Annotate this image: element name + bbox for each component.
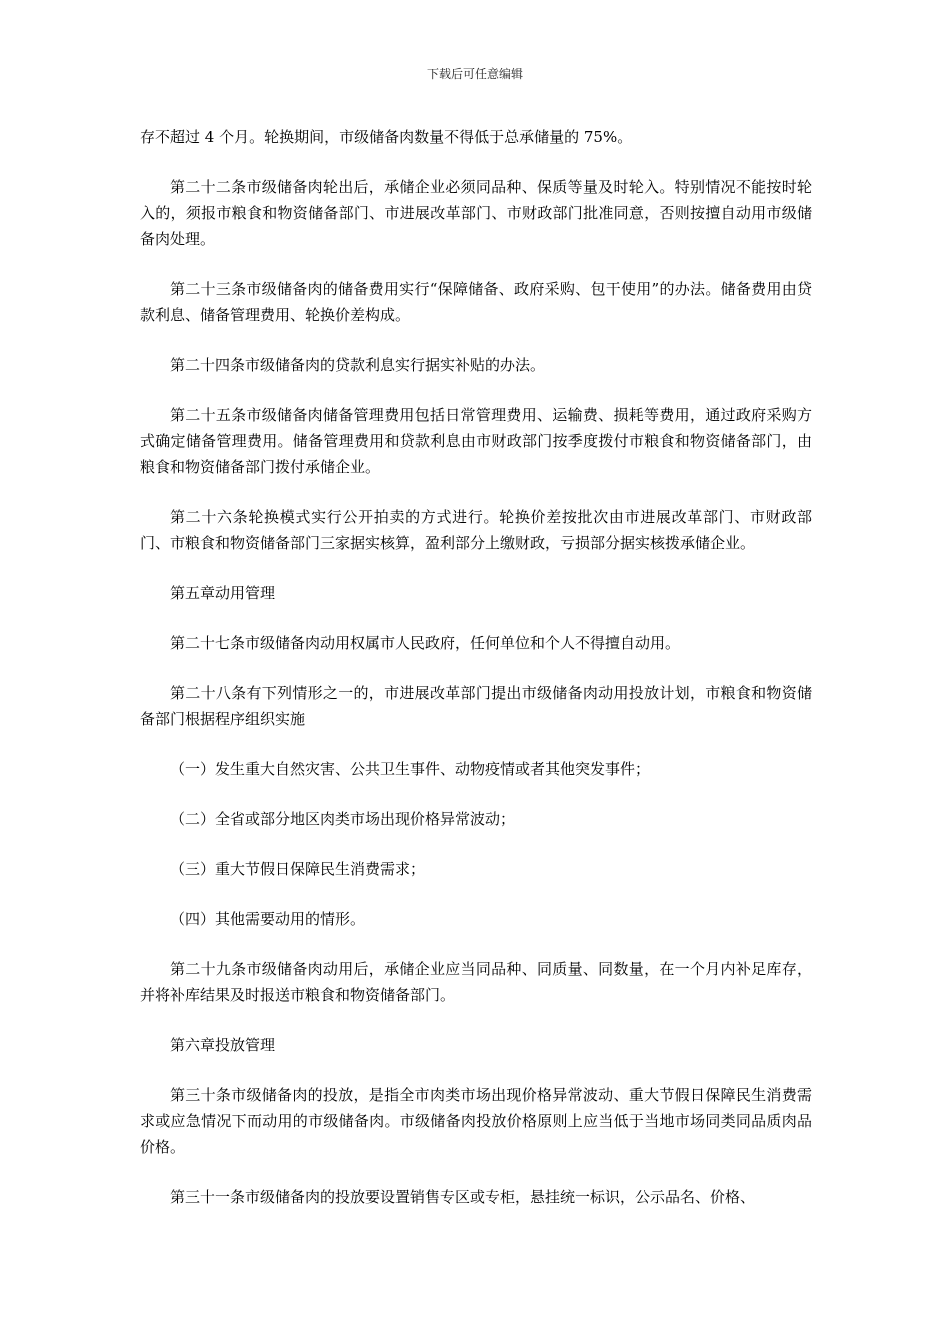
paragraph: 第二十六条轮换模式实行公开拍卖的方式进行。轮换价差按批次由市进展改革部门、市财政部门、市粮食和物资储备部门三家据实核算，盈利部分上缴财政，亏损部分据实核拨承储企业。 [140,508,812,552]
list-item: （二）全省或部分地区肉类市场出现价格异常波动； [170,810,516,828]
list-item: （四）其他需要动用的情形。 [170,910,366,928]
list-item: （三）重大节假日保障民生消费需求； [170,860,426,878]
page-header: 下载后可任意编辑 [426,67,523,81]
list-item: （一）发生重大自然灾害、公共卫生事件、动物疫情或者其他突发事件； [170,760,651,778]
paragraph: 第二十五条市级储备肉储备管理费用包括日常管理费用、运输费、损耗等费用，通过政府采购方式确定储备管理费用。储备管理费用和贷款利息由市财政部门按季度拨付市粮食和物资储备部门，由粮食和物资储备部门拨付承储企业。 [140,406,812,476]
paragraph: 第二十三条市级储备肉的储备费用实行“保障储备、政府采购、包干使用”的办法。储备费用由贷款利息、储备管理费用、轮换价差构成。 [140,280,812,324]
paragraph: 存不超过 4 个月。轮换期间，市级储备肉数量不得低于总承储量的 75%。 [140,128,633,146]
document-body [140,124,812,1234]
paragraph: 第三十一条市级储备肉的投放要设置销售专区或专柜，悬挂统一标识，公示品名、价格、 [170,1188,756,1206]
paragraph: 第三十条市级储备肉的投放，是指全市肉类市场出现价格异常波动、重大节假日保障民生消费需求或应急情况下而动用的市级储备肉。市级储备肉投放价格原则上应当低于当地市场同类同品质肉品价格。 [140,1086,812,1156]
chapter-heading: 第六章投放管理 [170,1036,276,1054]
paragraph: 第二十七条市级储备肉动用权属市人民政府，任何单位和个人不得擅自动用。 [170,634,681,652]
paragraph: 第二十九条市级储备肉动用后，承储企业应当同品种、同质量、同数量，在一个月内补足库存，并将补库结果及时报送市粮食和物资储备部门。 [140,960,812,1004]
chapter-heading: 第五章动用管理 [170,584,276,602]
paragraph: 第二十四条市级储备肉的贷款利息实行据实补贴的办法。 [170,356,546,374]
paragraph: 第二十八条有下列情形之一的，市进展改革部门提出市级储备肉动用投放计划，市粮食和物资储备部门根据程序组织实施 [140,684,812,728]
paragraph: 第二十二条市级储备肉轮出后，承储企业必须同品种、保质等量及时轮入。特别情况不能按时轮入的，须报市粮食和物资储备部门、市进展改革部门、市财政部门批准同意，否则按擅自动用市级储备肉处理。 [140,178,812,248]
